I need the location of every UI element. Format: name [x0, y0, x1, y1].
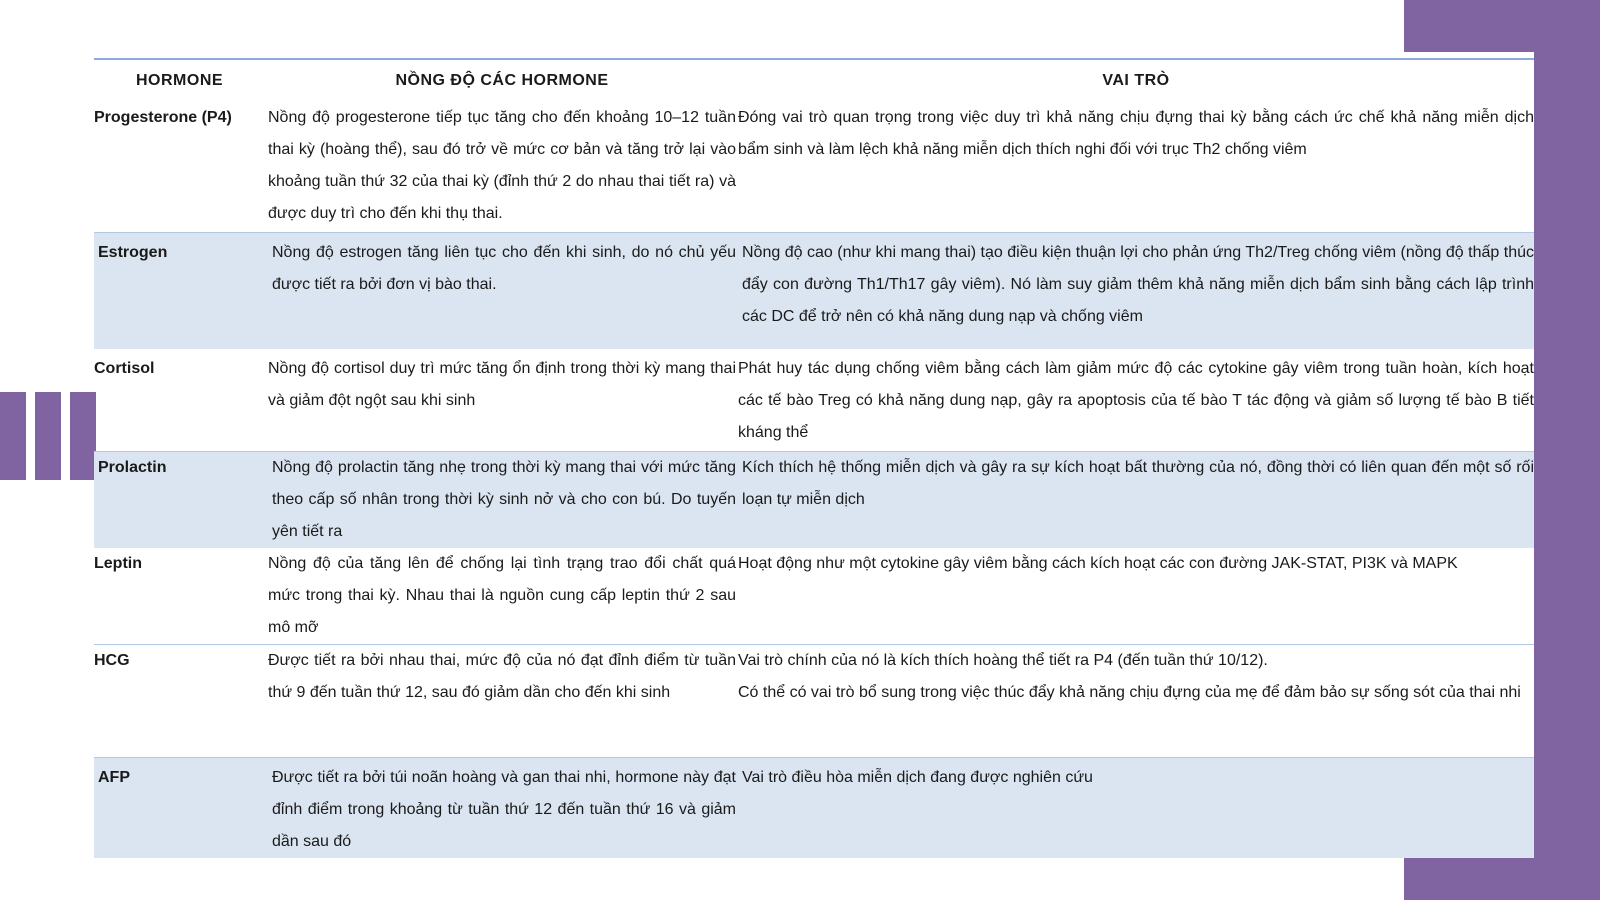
- hormone-role: Vai trò chính của nó là kích thích hoàng thể tiết ra P4 (đến tuần thứ 10/12).: [738, 652, 1268, 669]
- hormone-level: Nồng độ prolactin tăng nhẹ trong thời kỳ mang thai với mức tăng theo cấp số nhân trong thời kỳ sinh nở và cho con bú. Do tuyến yên tiết ra: [272, 459, 736, 540]
- table-row: [94, 102, 1534, 232]
- hormone-table: [94, 58, 1534, 858]
- hormone-name: Leptin: [94, 555, 142, 572]
- hormone-level: Được tiết ra bởi nhau thai, mức độ của nó đạt đỉnh điểm từ tuần thứ 9 đến tuần thứ 12, sau đó giảm dần cho đến khi sinh: [268, 652, 736, 701]
- decor-stripe: [70, 392, 96, 480]
- table-row: [94, 548, 1534, 644]
- header-role: VAI TRÒ: [1102, 72, 1170, 89]
- hormone-role: Hoạt động như một cytokine gây viêm bằng cách kích hoạt các con đường JAK-STAT, PI3K và MAPK: [738, 555, 1458, 572]
- hormone-role: Phát huy tác dụng chống viêm bằng cách làm giảm mức độ các cytokine gây viêm trong tuần hoàn, kích hoạt các tế bào Treg có khả năng dung nạp, gây ra apoptosis của tế bào T tác động và giảm số lượng tế bào B tiết kháng thể: [738, 360, 1534, 441]
- hormone-level: Nồng độ estrogen tăng liên tục cho đến khi sinh, do nó chủ yếu được tiết ra bởi đơn vị bào thai.: [272, 244, 736, 293]
- decor-stripe: [0, 392, 26, 480]
- hormone-level: Được tiết ra bởi túi noãn hoàng và gan thai nhi, hormone này đạt đỉnh điểm trong khoảng từ tuần thứ 12 đến tuần thứ 16 và giảm dần sau đó: [272, 769, 736, 850]
- hormone-level: Nồng độ của tăng lên để chống lại tình trạng trao đổi chất quá mức trong thai kỳ. Nhau thai là nguồn cung cấp leptin thứ 2 sau mô mỡ: [268, 555, 736, 636]
- table-row: [94, 644, 1534, 757]
- header-level: NỒNG ĐỘ CÁC HORMONE: [395, 72, 609, 89]
- hormone-name: Progesterone (P4): [94, 109, 232, 126]
- decor-block-top-right: [1404, 0, 1600, 52]
- hormone-role: Vai trò điều hòa miễn dịch đang được nghiên cứu: [742, 769, 1093, 786]
- header-hormone: HORMONE: [136, 72, 224, 89]
- hormone-role-extra: Có thể có vai trò bổ sung trong việc thúc đẩy khả năng chịu đựng của mẹ để đảm bảo sự sống sót của thai nhi: [738, 684, 1521, 701]
- hormone-name: Cortisol: [94, 360, 155, 377]
- hormone-role-group: [738, 645, 1534, 757]
- table-row: [94, 349, 1534, 451]
- hormone-name: HCG: [94, 652, 130, 669]
- table-row: [94, 757, 1534, 858]
- hormone-level: Nồng độ cortisol duy trì mức tăng ổn định trong thời kỳ mang thai và giảm đột ngột sau khi sinh: [268, 360, 736, 409]
- decor-bar-right: [1534, 52, 1600, 848]
- hormone-role: Nồng độ cao (như khi mang thai) tạo điều kiện thuận lợi cho phản ứng Th2/Treg chống viêm (nồng độ thấp thúc đẩy con đường Th1/Th17 gây viêm). Nó làm suy giảm thêm khả năng miễn dịch bẩm sinh bằng cách lập trình các DC để trở nên có khả năng dung nạp và chống viêm: [742, 244, 1534, 325]
- hormone-name: Prolactin: [98, 459, 167, 476]
- hormone-name: Estrogen: [98, 244, 168, 261]
- table-row: [94, 232, 1534, 349]
- table-header: [94, 60, 1534, 102]
- hormone-role: Đóng vai trò quan trọng trong việc duy trì khả năng chịu đựng thai kỳ bằng cách ức chế khả năng miễn dịch bẩm sinh và làm lệch khả năng miễn dịch thích nghi đối với trục Th2 chống viêm: [738, 109, 1534, 158]
- decor-stripe: [35, 392, 61, 480]
- hormone-role: Kích thích hệ thống miễn dịch và gây ra sự kích hoạt bất thường của nó, đồng thời có liên quan đến một số rối loạn tự miễn dịch: [742, 459, 1534, 508]
- hormone-name: AFP: [98, 769, 130, 786]
- table-row: [94, 451, 1534, 548]
- hormone-level: Nồng độ progesterone tiếp tục tăng cho đến khoảng 10–12 tuần thai kỳ (hoàng thể), sau đó trở về mức cơ bản và tăng trở lại vào khoảng tuần thứ 32 của thai kỳ (đỉnh thứ 2 do nhau thai tiết ra) và được duy trì cho đến khi thụ thai.: [268, 109, 736, 222]
